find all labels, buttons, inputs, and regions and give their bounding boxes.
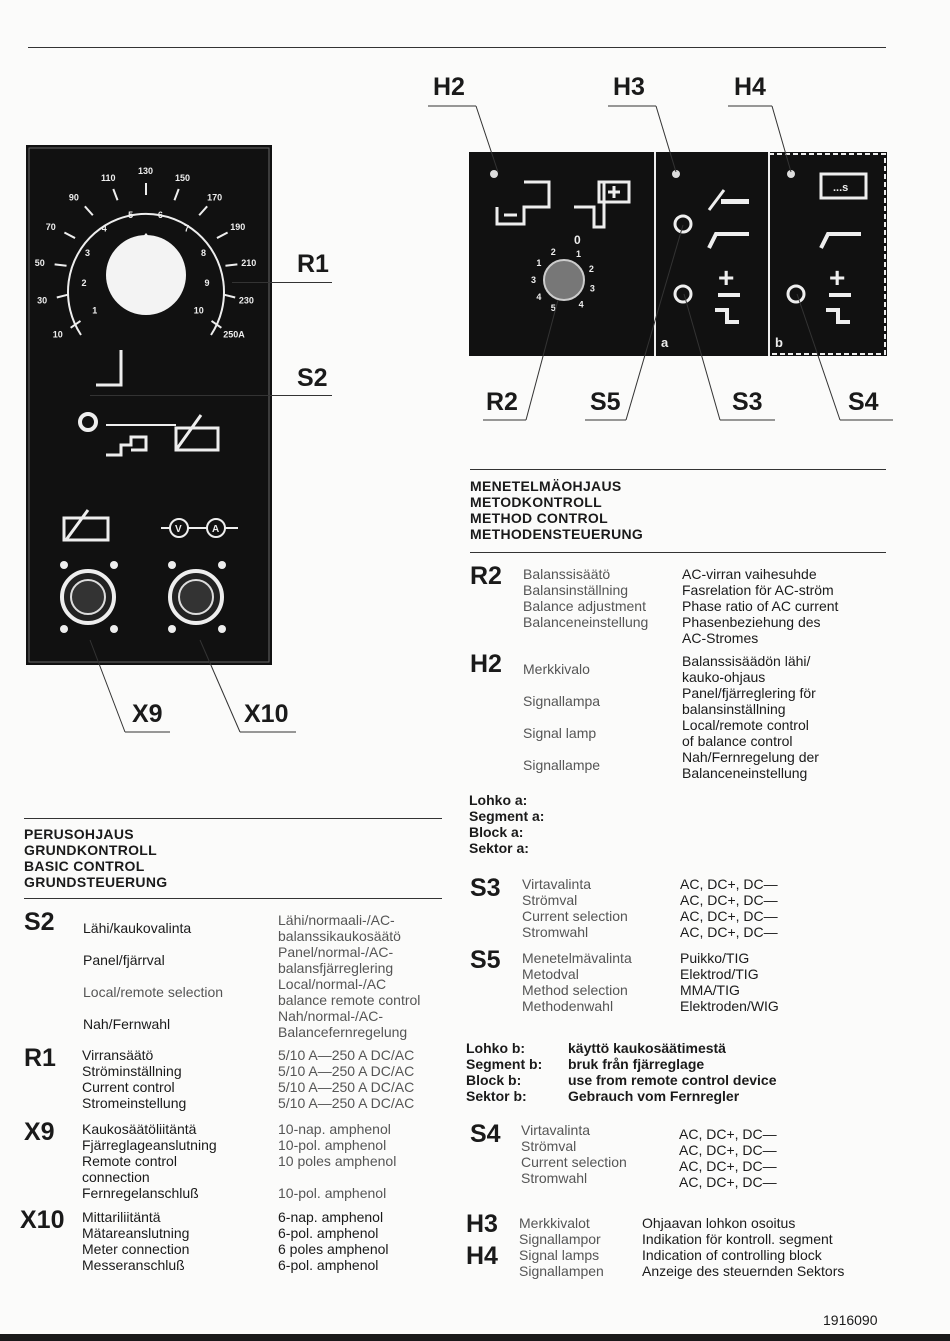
h2-desc: Balanssisäädön lähi/ kauko-ohjaus Panel/fjärreglering för balansinställning Local/remote control of balance control Nah/Fernregelung der Balanceneinstellung <box>682 653 819 781</box>
svg-text:+: + <box>718 262 735 293</box>
svg-text:V: V <box>175 524 182 535</box>
dial-tick-label: 110 <box>101 172 116 183</box>
s3-desc: AC, DC+, DC— AC, DC+, DC— AC, DC+, DC— AC, DC+, DC— <box>680 876 778 940</box>
s5-code: S5 <box>470 946 501 974</box>
x10-desc: 6-nap. amphenol 6-pol. amphenol 6 poles amphenol 6-pol. amphenol <box>278 1209 389 1273</box>
knob-left-label: 3 <box>531 275 537 285</box>
svg-text:0: 0 <box>574 233 581 247</box>
callout-r2: R2 <box>486 388 518 416</box>
segment-b-values: käyttö kaukosäätimestä bruk från fjärreglage use from remote control device Gebrauch vom Fernregler <box>568 1040 777 1104</box>
svg-text:A: A <box>212 524 220 535</box>
dial-tick-label: 210 <box>241 257 257 268</box>
s2-desc: Lähi/normaali-/AC- balanssikaukosäätö Panel/normal-/AC- balansfjärreglering Local/normal-/AC balance remote control Nah/normal-/AC- Balancefernregelung <box>278 912 421 1040</box>
h3-code: H3 <box>466 1210 498 1238</box>
dial-inner-label: 2 <box>81 277 87 288</box>
s4-names: Virtavalinta Strömval Current selection Stromwahl <box>521 1122 627 1186</box>
dial-tick-label: 30 <box>37 295 48 306</box>
callout-s2: S2 <box>297 364 328 392</box>
dial-tick-label: 130 <box>138 166 154 176</box>
h4-code: H4 <box>466 1242 498 1270</box>
page-number: 1916090 <box>823 1312 878 1328</box>
s5-desc: Puikko/TIG Elektrod/TIG MMA/TIG Elektroden/WIG <box>680 950 779 1014</box>
dial-tick-label: 190 <box>230 221 246 232</box>
x10-code: X10 <box>20 1206 65 1234</box>
callout-h2: H2 <box>433 73 465 101</box>
r1-code: R1 <box>24 1044 56 1072</box>
method-heading: MENETELMÄOHJAUS METODKONTROLL METHOD CONTROL METHODENSTEUERUNG <box>470 478 644 542</box>
knob-right-label: 2 <box>588 263 594 274</box>
callout-s4: S4 <box>848 388 879 416</box>
r2-names: Balanssisäätö Balansinställning Balance adjustment Balanceneinstellung <box>523 566 649 630</box>
dial-tick-label: 170 <box>207 192 223 203</box>
h2-names: Merkkivalo Signallampa Signal lamp Signallampe <box>523 661 601 773</box>
knob-left-label: 2 <box>550 246 556 257</box>
callout-h3: H3 <box>613 73 645 101</box>
dial-tick-label: 70 <box>45 221 56 232</box>
basic-heading: PERUSOHJAUS GRUNDKONTROLL BASIC CONTROL GRUNDSTEUERUNG <box>24 826 168 890</box>
s4-code: S4 <box>470 1120 501 1148</box>
dial-inner-label: 6 <box>157 209 163 220</box>
s4-desc: AC, DC+, DC— AC, DC+, DC— AC, DC+, DC— AC, DC+, DC— <box>679 1126 777 1190</box>
r2-desc: AC-virran vaihesuhde Fasrelation för AC-ström Phase ratio of AC current Phasenbeziehung des AC-Stromes <box>682 566 839 646</box>
knob-right-label: 3 <box>589 283 595 294</box>
dial-inner-label: 8 <box>201 248 207 259</box>
method-rule-bottom <box>470 552 886 553</box>
svg-text:+: + <box>829 262 846 293</box>
r2-code: R2 <box>470 562 502 590</box>
x9-desc: 10-nap. amphenol 10-pol. amphenol 10 poles amphenol 10-pol. amphenol <box>278 1121 397 1201</box>
segment-a-mark: a <box>661 335 669 350</box>
callout-x9: X9 <box>132 700 163 728</box>
dial-inner-label: 7 <box>184 223 190 234</box>
dial-tick-label: 150 <box>174 172 191 183</box>
s2-code: S2 <box>24 908 55 936</box>
h3h4-names: Merkkivalot Signallampor Signal lamps Signallampen <box>519 1215 604 1279</box>
dial-inner-label: 3 <box>84 248 90 259</box>
dial-tick-label: 50 <box>34 257 45 268</box>
knob-left-label: 5 <box>550 303 556 314</box>
segment-b-mark: b <box>775 335 783 350</box>
knob-left-label: 1 <box>536 257 542 268</box>
dial-tick-label: 250A <box>223 329 245 340</box>
r1-desc: 5/10 A—250 A DC/AC 5/10 A—250 A DC/AC 5/10 A—250 A DC/AC 5/10 A—250 A DC/AC <box>278 1047 415 1111</box>
dial-inner-label: 10 <box>193 305 204 316</box>
bottom-edge <box>0 1334 950 1341</box>
s3-code: S3 <box>470 874 501 902</box>
s5-names: Menetelmävalinta Metodval Method selection Methodenwahl <box>522 950 632 1014</box>
dial-tick-label: 230 <box>238 295 254 306</box>
x9-names: Kaukosäätöliitäntä Fjärreglageanslutning Remote control connection Fernregelanschluß <box>82 1121 217 1201</box>
callout-s3: S3 <box>732 388 763 416</box>
knob-right-label: 1 <box>576 249 582 260</box>
callout-s5: S5 <box>590 388 621 416</box>
knob-right-label: 4 <box>578 299 584 310</box>
dial-inner-label: 4 <box>101 223 107 234</box>
method-rule-top <box>470 469 886 470</box>
basic-rule-bottom <box>24 898 442 899</box>
r1-names: Virransäätö Ströminställning Current control Stromeinstellung <box>82 1047 187 1111</box>
s3-names: Virtavalinta Strömval Current selection Stromwahl <box>522 876 628 940</box>
basic-rule-top <box>24 818 442 819</box>
dial-inner-label: 9 <box>204 277 210 288</box>
right-leader-lines <box>0 0 950 430</box>
dial-inner-label: 5 <box>128 209 134 220</box>
x9-code: X9 <box>24 1118 55 1146</box>
lamp-box-mark: ...s <box>833 182 849 194</box>
dial-inner-label: 1 <box>92 305 98 316</box>
h3h4-desc: Ohjaavan lohkon osoitus Indikation för kontroll. segment Indication of controlling block Anzeige des steuernden Sektors <box>642 1215 845 1279</box>
segment-a-labels: Lohko a: Segment a: Block a: Sektor a: <box>469 792 545 856</box>
knob-left-label: 4 <box>536 292 542 303</box>
dial-tick-label: 90 <box>68 192 79 203</box>
h2-code: H2 <box>470 650 502 678</box>
callout-x10: X10 <box>244 700 289 728</box>
dial-tick-label: 10 <box>52 329 63 340</box>
segment-b-labels: Lohko b: Segment b: Block b: Sektor b: <box>466 1040 543 1104</box>
s2-names: Lähi/kaukovalinta Panel/fjärrval Local/remote selection Nah/Fernwahl <box>83 920 224 1032</box>
callout-h4: H4 <box>734 73 766 101</box>
x10-names: Mittariliitäntä Mätareanslutning Meter connection Messeranschluß <box>82 1209 190 1273</box>
callout-r1: R1 <box>297 250 329 278</box>
